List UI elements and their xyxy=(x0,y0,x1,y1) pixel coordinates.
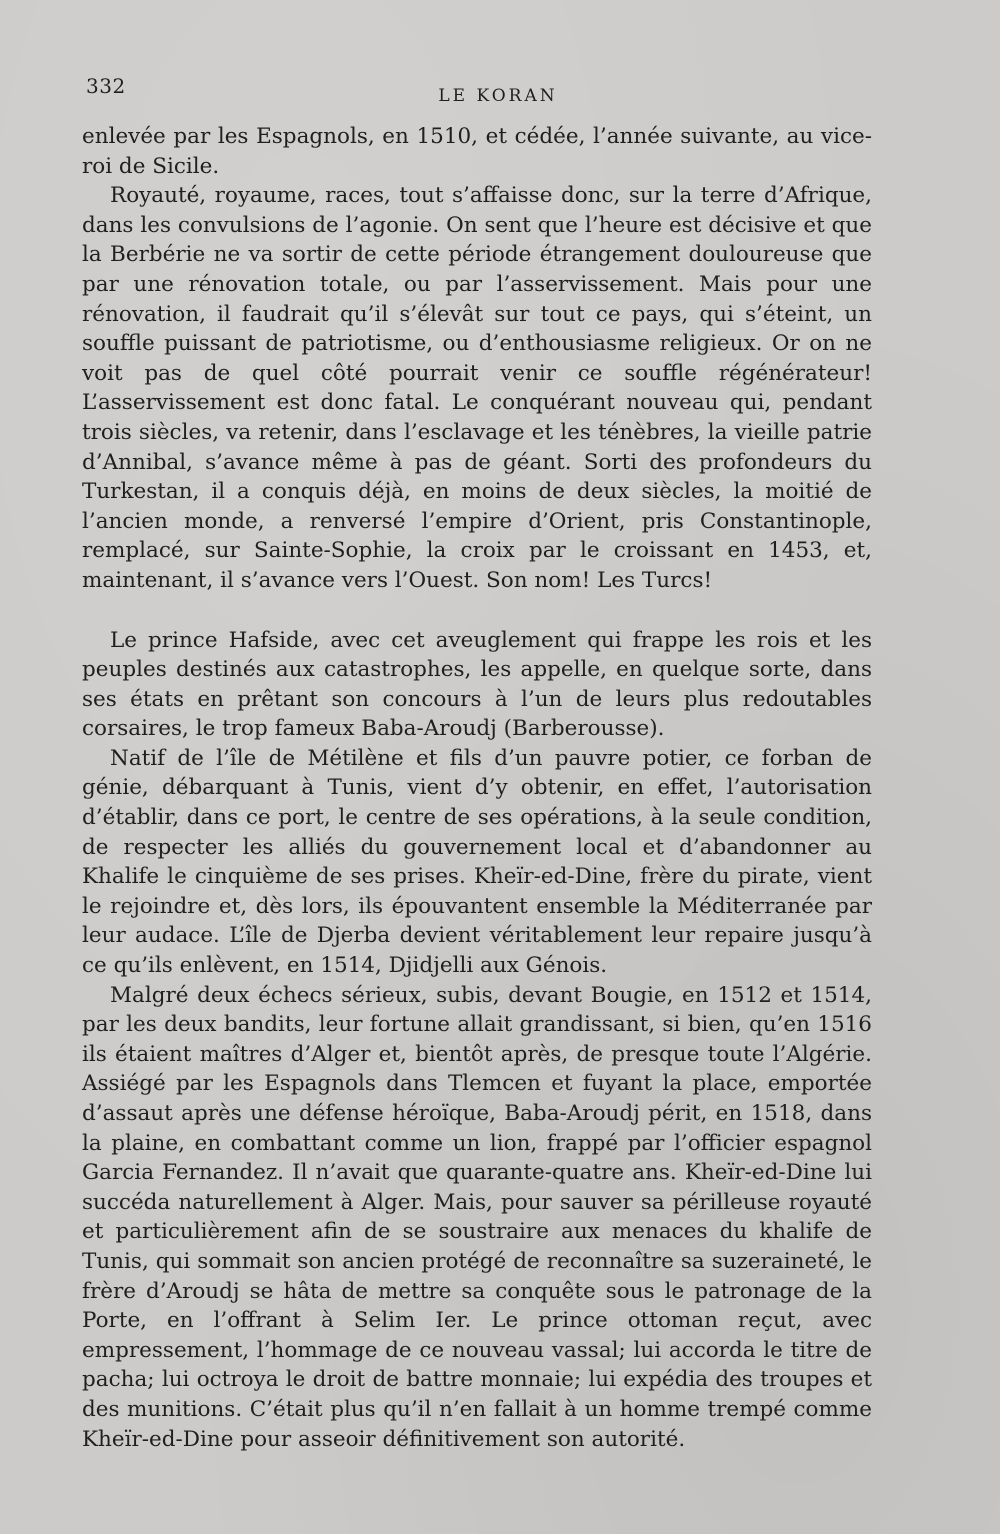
paragraph: enlevée par les Espagnols, en 1510, et cédée, l’année suivante, au vice-roi de Sicile. xyxy=(82,124,872,179)
page-header xyxy=(86,74,870,104)
running-title: LE KORAN xyxy=(438,86,558,106)
section-break xyxy=(82,596,872,626)
page-body xyxy=(82,122,872,1454)
paragraph: Royauté, royaume, races, tout s’affaisse donc, sur la terre d’Afrique, dans les convulsions de l’agonie. On sent que l’heure est décisive et que la Berbérie ne va sortir de cette période étrangement douloureuse que par une rénovation totale, ou par l’asservissement. Mais pour une rénovation, il faudrait qu’il s’élevât sur tout ce pays, qui s’éteint, un souffle puissant de patriotisme, ou d’enthousiasme religieux. Or on ne voit pas de quel côté pourrait venir ce souffle régénérateur! L’asservissement est donc fatal. Le conquérant nouveau qui, pendant trois siècles, va retenir, dans l’esclavage et les ténèbres, la vieille patrie d’Annibal, s’avance même à pas de géant. Sorti des profondeurs du Turkestan, il a conquis déjà, en moins de deux siècles, la moitié de l’ancien monde, a renversé l’empire d’Orient, pris Constantinople, remplacé, sur Sainte-Sophie, la croix par le croissant en 1453, et, maintenant, il s’avance vers l’Ouest. Son nom! Les Turcs! xyxy=(82,183,872,593)
paragraph: Malgré deux échecs sérieux, subis, devant Bougie, en 1512 et 1514, par les deux bandits, leur fortune allait grandissant, si bien, qu’en 1516 ils étaient maîtres d’Alger et, bientôt après, de presque toute l’Algérie. Assiégé par les Espagnols dans Tlemcen et fuyant la place, emportée d’assaut après une défense héroïque, Baba-Aroudj périt, en 1518, dans la plaine, en combattant comme un lion, frappé par l’officier espagnol Garcia Fernandez. Il n’avait que quarante-quatre ans. Kheïr-ed-Dine lui succéda naturellement à Alger. Mais, pour sauver sa périlleuse royauté et particulièrement afin de se soustraire aux menaces du khalife de Tunis, qui sommait son ancien protégé de reconnaître sa suzeraineté, le frère d’Aroudj se hâta de mettre sa conquête sous le patronage de la Porte, en l’offrant à Selim Ier. Le prince ottoman reçut, avec empressement, l’hommage de ce nouveau vassal; lui accorda le titre de pacha; lui octroya le droit de battre monnaie; lui expédia des troupes et des munitions. C’était plus qu’il n’en fallait à un homme trempé comme Kheïr-ed-Dine pour asseoir définitivement son autorité. xyxy=(82,982,872,1452)
paragraph: Natif de l’île de Métilène et fils d’un pauvre potier, ce forban de génie, débarquant à Tunis, vient d’y obtenir, en effet, l’autorisation d’établir, dans ce port, le centre de ses opérations, à la seule condition, de respecter les alliés du gouvernement local et d’abandonner au Khalife le cinquième de ses prises. Kheïr-ed-Dine, frère du pirate, vient le rejoindre et, dès lors, ils épouvantent ensemble la Méditerranée par leur audace. L’île de Djerba devient véritablement leur repaire jusqu’à ce qu’ils enlèvent, en 1514, Djidjelli aux Génois. xyxy=(82,745,872,979)
page-number: 332 xyxy=(86,74,126,98)
paragraph: Le prince Hafside, avec cet aveuglement qui frappe les rois et les peuples destinés aux catastrophes, les appelle, en quelque sorte, dans ses états en prêtant son concours à l’un de leurs plus redoutables corsaires, le trop fameux Baba-Aroudj (Barberousse). xyxy=(82,627,872,742)
